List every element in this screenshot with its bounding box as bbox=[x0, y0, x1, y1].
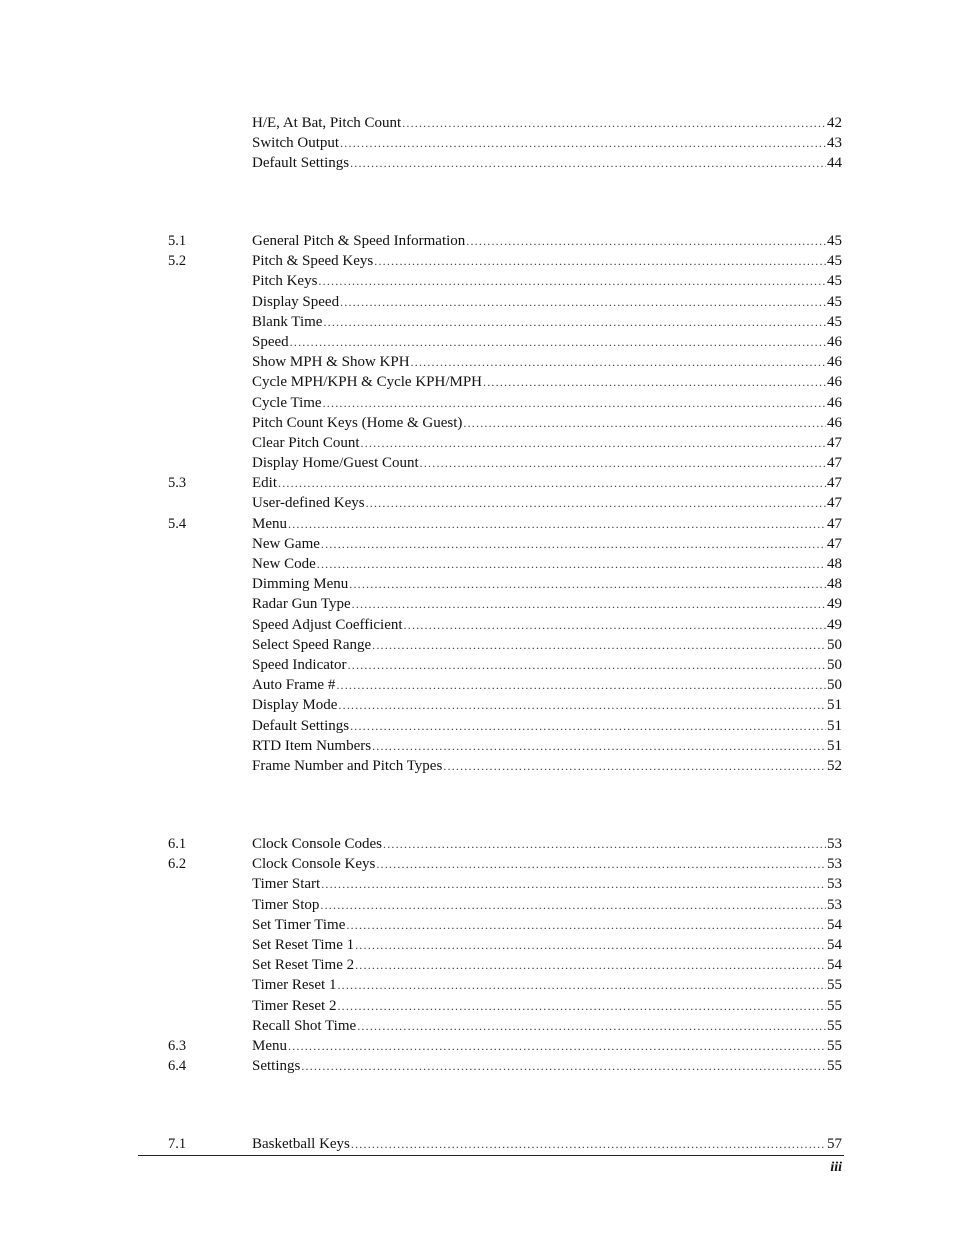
toc-entry-page: 52 bbox=[827, 757, 842, 774]
toc-entry-title: H/E, At Bat, Pitch Count bbox=[252, 115, 402, 131]
toc-dot-leader bbox=[318, 271, 826, 291]
toc-entry-page: 49 bbox=[827, 616, 842, 633]
toc-entry-title: Menu bbox=[252, 1037, 287, 1054]
toc-entry-line bbox=[252, 332, 842, 352]
toc-dot-leader bbox=[337, 996, 826, 1016]
toc-entry-number: 6.4 bbox=[168, 1058, 187, 1075]
toc-entry-line bbox=[252, 594, 842, 614]
toc-dot-leader bbox=[463, 413, 826, 433]
toc-entry-number: 5.2 bbox=[168, 253, 187, 270]
toc-entry-line bbox=[252, 736, 842, 756]
toc-entry-line bbox=[252, 453, 842, 473]
toc-entry-title: Blank Time bbox=[252, 313, 323, 330]
toc-entry-number: 5.1 bbox=[168, 233, 187, 249]
toc-dot-leader bbox=[361, 433, 827, 453]
toc-entry-page: 55 bbox=[827, 977, 842, 994]
toc-entry[interactable] bbox=[0, 1134, 954, 1154]
toc-entry-page: 50 bbox=[827, 636, 842, 653]
toc-entry-title: Settings bbox=[252, 1058, 301, 1075]
toc-dot-leader bbox=[372, 635, 826, 655]
toc-entry-title: Pitch Count Keys (Home & Guest) bbox=[252, 414, 463, 431]
toc-entry-page: 45 bbox=[827, 273, 842, 290]
toc-entry[interactable] bbox=[0, 955, 954, 975]
toc-entry[interactable] bbox=[0, 895, 954, 915]
toc-dot-leader bbox=[321, 874, 826, 894]
toc-entry-title: RTD Item Numbers bbox=[252, 737, 372, 754]
toc-entry[interactable] bbox=[0, 854, 954, 874]
toc-entry[interactable] bbox=[0, 514, 954, 534]
toc-entry-title: Dimming Menu bbox=[252, 576, 349, 593]
toc-section bbox=[0, 231, 954, 776]
toc-entry[interactable] bbox=[0, 675, 954, 695]
toc-entry-title: Set Reset Time 2 bbox=[252, 957, 355, 974]
toc-entry-page: 48 bbox=[827, 576, 842, 593]
toc-entry-title: Pitch Keys bbox=[252, 273, 318, 290]
toc-entry-line bbox=[252, 1036, 842, 1056]
toc-entry[interactable] bbox=[0, 372, 954, 392]
toc-dot-leader bbox=[323, 393, 826, 413]
toc-entry-page: 47 bbox=[827, 455, 842, 472]
toc-entry-page: 46 bbox=[827, 333, 842, 350]
toc-entry-page: 51 bbox=[827, 737, 842, 754]
toc-entry[interactable] bbox=[0, 231, 954, 251]
toc-entry-line bbox=[252, 854, 842, 874]
toc-entry-line bbox=[252, 393, 842, 413]
toc-dot-leader bbox=[466, 231, 826, 251]
toc-entry[interactable] bbox=[0, 433, 954, 453]
toc-entry[interactable] bbox=[0, 716, 954, 736]
toc-section bbox=[0, 1134, 954, 1154]
toc-dot-leader bbox=[350, 716, 826, 736]
toc-entry-page: 43 bbox=[827, 135, 842, 152]
toc-dot-leader bbox=[402, 113, 826, 133]
toc-entry-line bbox=[252, 895, 842, 915]
toc-entry-title: Cycle MPH/KPH & Cycle KPH/MPH bbox=[252, 374, 483, 391]
toc-dot-leader bbox=[351, 1134, 826, 1154]
toc-entry-line bbox=[252, 514, 842, 534]
toc-entry[interactable] bbox=[0, 594, 954, 614]
toc-entry-page: 53 bbox=[827, 896, 842, 913]
toc-entry-page: 45 bbox=[827, 253, 842, 270]
page-number: iii bbox=[830, 1160, 842, 1175]
toc-entry-title: Clear Pitch Count bbox=[252, 434, 360, 451]
toc-entry-title: Clock Console Keys bbox=[252, 856, 376, 873]
toc-entry-title: Radar Gun Type bbox=[252, 596, 351, 613]
toc-entry-line bbox=[252, 312, 842, 332]
toc-dot-leader bbox=[336, 675, 826, 695]
toc-entry-page: 55 bbox=[827, 1017, 842, 1034]
toc-entry-page: 45 bbox=[827, 313, 842, 330]
toc-entry-line bbox=[252, 716, 842, 736]
toc-dot-leader bbox=[338, 695, 826, 715]
toc-entry-page: 54 bbox=[827, 957, 842, 974]
toc-entry-line bbox=[252, 493, 842, 513]
toc-entry-page: 51 bbox=[827, 697, 842, 714]
toc-entry[interactable] bbox=[0, 915, 954, 935]
toc-entry-title: Timer Stop bbox=[252, 896, 320, 913]
toc-entry-title: Switch Output bbox=[252, 135, 340, 152]
toc-entry[interactable] bbox=[0, 874, 954, 894]
toc-entry-page: 47 bbox=[827, 475, 842, 492]
toc-entry-page: 48 bbox=[827, 556, 842, 572]
toc-entry-title: Speed Adjust Coefficient bbox=[252, 616, 403, 633]
toc-entry-line bbox=[252, 113, 842, 133]
toc-dot-leader bbox=[349, 574, 826, 594]
toc-entry-number: 6.1 bbox=[168, 836, 187, 852]
toc-entry-page: 55 bbox=[827, 997, 842, 1014]
toc-entry-page: 46 bbox=[827, 354, 842, 371]
toc-dot-leader bbox=[288, 514, 826, 534]
toc-dot-leader bbox=[288, 1036, 826, 1056]
toc-entry-line bbox=[252, 635, 842, 655]
toc-entry-page: 50 bbox=[827, 677, 842, 694]
toc-entry-title: Display Mode bbox=[252, 697, 338, 714]
toc-entry-title: Edit bbox=[252, 475, 277, 492]
toc-entry[interactable] bbox=[0, 635, 954, 655]
toc-entry-page: 54 bbox=[827, 916, 842, 933]
toc-entry-page: 42 bbox=[827, 115, 842, 131]
toc-dot-leader bbox=[323, 312, 826, 332]
toc-entry[interactable] bbox=[0, 292, 954, 312]
toc-entry[interactable] bbox=[0, 834, 954, 854]
toc-entry-line bbox=[252, 554, 842, 574]
toc-dot-leader bbox=[383, 834, 826, 854]
toc-entry-title: General Pitch & Speed Information bbox=[252, 233, 466, 249]
toc-dot-leader bbox=[420, 453, 826, 473]
toc-entry-title: Display Home/Guest Count bbox=[252, 455, 419, 472]
toc-entry-page: 45 bbox=[827, 293, 842, 310]
toc-entry[interactable] bbox=[0, 1016, 954, 1036]
toc-dot-leader bbox=[340, 133, 826, 153]
toc-dot-leader bbox=[317, 554, 826, 574]
toc-entry-page: 53 bbox=[827, 856, 842, 873]
toc-entry-title: Select Speed Range bbox=[252, 636, 372, 653]
toc-entry[interactable] bbox=[0, 113, 954, 133]
toc-dot-leader bbox=[301, 1056, 826, 1076]
toc-entry[interactable] bbox=[0, 493, 954, 513]
toc-entry[interactable] bbox=[0, 736, 954, 756]
toc-entry-title: Recall Shot Time bbox=[252, 1017, 357, 1034]
toc-entry-line bbox=[252, 473, 842, 493]
toc-entry-title: New Game bbox=[252, 535, 320, 552]
toc-entry[interactable] bbox=[0, 935, 954, 955]
toc-entry-title: Speed Indicator bbox=[252, 656, 347, 673]
toc-entry-line bbox=[252, 756, 842, 776]
toc-entry-number: 5.4 bbox=[168, 515, 187, 532]
toc-entry[interactable] bbox=[0, 996, 954, 1016]
toc-dot-leader bbox=[376, 854, 826, 874]
toc-entry-page: 55 bbox=[827, 1058, 842, 1075]
toc-dot-leader bbox=[320, 895, 826, 915]
toc-entry-line bbox=[252, 1134, 842, 1154]
toc-entry[interactable] bbox=[0, 413, 954, 433]
toc-entry-line bbox=[252, 874, 842, 894]
toc-dot-leader bbox=[443, 756, 826, 776]
toc-entry-line bbox=[252, 574, 842, 594]
toc-entry-line bbox=[252, 996, 842, 1016]
toc-entry[interactable] bbox=[0, 473, 954, 493]
toc-entry-line bbox=[252, 352, 842, 372]
toc-entry-page: 51 bbox=[827, 717, 842, 734]
toc-entry-line bbox=[252, 955, 842, 975]
toc-entry-page: 47 bbox=[827, 434, 842, 451]
toc-entry[interactable] bbox=[0, 655, 954, 675]
toc-entry[interactable] bbox=[0, 251, 954, 271]
toc-entry[interactable] bbox=[0, 332, 954, 352]
toc-entry-page: 46 bbox=[827, 414, 842, 431]
toc-entry[interactable] bbox=[0, 1056, 954, 1076]
toc-entry-line bbox=[252, 655, 842, 675]
toc-entry[interactable] bbox=[0, 271, 954, 291]
toc-entry-line bbox=[252, 615, 842, 635]
toc-dot-leader bbox=[350, 153, 826, 173]
toc-entry[interactable] bbox=[0, 554, 954, 574]
toc-dot-leader bbox=[290, 332, 826, 352]
toc-entry-page: 47 bbox=[827, 515, 842, 532]
toc-entry-page: 46 bbox=[827, 374, 842, 391]
toc-entry-title: Timer Reset 1 bbox=[252, 977, 337, 994]
toc-entry-page: 55 bbox=[827, 1037, 842, 1054]
toc-entry-page: 57 bbox=[827, 1136, 842, 1152]
toc-entry-line bbox=[252, 695, 842, 715]
toc-entry-number: 7.1 bbox=[168, 1136, 187, 1152]
toc-entry-line bbox=[252, 292, 842, 312]
toc-entry[interactable] bbox=[0, 975, 954, 995]
toc-entry-title: Default Settings bbox=[252, 717, 350, 734]
toc-entry-line bbox=[252, 133, 842, 153]
toc-dot-leader bbox=[483, 372, 826, 392]
toc-entry-page: 44 bbox=[827, 155, 842, 172]
toc-entry[interactable] bbox=[0, 153, 954, 173]
toc-entry-page: 54 bbox=[827, 936, 842, 953]
toc-entry[interactable] bbox=[0, 615, 954, 635]
toc-entry-line bbox=[252, 915, 842, 935]
toc-entry-line bbox=[252, 675, 842, 695]
toc-entry-page: 49 bbox=[827, 596, 842, 613]
toc-entry[interactable] bbox=[0, 534, 954, 554]
toc-entry-title: Set Reset Time 1 bbox=[252, 936, 355, 953]
toc-entry-line bbox=[252, 153, 842, 173]
toc-entry-title: Default Settings bbox=[252, 155, 350, 172]
toc-entry-page: 53 bbox=[827, 836, 842, 852]
toc-entry-title: Pitch & Speed Keys bbox=[252, 253, 374, 270]
toc-entry-line bbox=[252, 433, 842, 453]
toc-dot-leader bbox=[346, 915, 826, 935]
footer-rule bbox=[138, 1155, 844, 1156]
toc-entry-line bbox=[252, 251, 842, 271]
toc-entry-title: Basketball Keys bbox=[252, 1136, 350, 1152]
toc-entry-line bbox=[252, 935, 842, 955]
toc-entry[interactable] bbox=[0, 352, 954, 372]
toc-entry[interactable] bbox=[0, 393, 954, 413]
toc-entry-line bbox=[252, 834, 842, 854]
toc-dot-leader bbox=[340, 292, 826, 312]
toc-entry-page: 45 bbox=[827, 233, 842, 249]
toc-entry-title: Menu bbox=[252, 515, 287, 532]
toc-entry[interactable] bbox=[0, 1036, 954, 1056]
toc-dot-leader bbox=[372, 736, 826, 756]
toc-entry[interactable] bbox=[0, 453, 954, 473]
toc-entry-title: Auto Frame # bbox=[252, 677, 336, 694]
toc-dot-leader bbox=[352, 594, 826, 614]
toc-entry-line bbox=[252, 372, 842, 392]
toc-entry-line bbox=[252, 413, 842, 433]
toc-entry-number: 6.2 bbox=[168, 856, 187, 873]
toc-entry[interactable] bbox=[0, 574, 954, 594]
toc-entry[interactable] bbox=[0, 133, 954, 153]
toc-entry-title: Speed bbox=[252, 333, 289, 350]
toc-entry-title: Clock Console Codes bbox=[252, 836, 382, 852]
toc-entry-number: 5.3 bbox=[168, 475, 187, 492]
toc-entry-page: 53 bbox=[827, 876, 842, 893]
toc-dot-leader bbox=[404, 615, 826, 635]
toc-entry-page: 50 bbox=[827, 656, 842, 673]
toc-entry-line bbox=[252, 975, 842, 995]
toc-dot-leader bbox=[348, 655, 826, 675]
toc-entry-line bbox=[252, 231, 842, 251]
toc-entry-title: User-defined Keys bbox=[252, 495, 365, 512]
toc-dot-leader bbox=[374, 251, 826, 271]
toc-entry[interactable] bbox=[0, 312, 954, 332]
toc-section bbox=[0, 113, 954, 174]
toc-entry-title: New Code bbox=[252, 556, 316, 572]
toc-entry-number: 6.3 bbox=[168, 1037, 187, 1054]
toc-entry-title: Cycle Time bbox=[252, 394, 322, 411]
toc-entry-page: 47 bbox=[827, 495, 842, 512]
toc-dot-leader bbox=[337, 975, 826, 995]
toc-entry-title: Show MPH & Show KPH bbox=[252, 354, 410, 371]
toc-dot-leader bbox=[355, 955, 826, 975]
toc-entry[interactable] bbox=[0, 756, 954, 776]
toc-entry-title: Set Timer Time bbox=[252, 916, 346, 933]
toc-entry-page: 46 bbox=[827, 394, 842, 411]
toc-dot-leader bbox=[278, 473, 826, 493]
toc-section bbox=[0, 834, 954, 1076]
toc-entry-title: Timer Reset 2 bbox=[252, 997, 337, 1014]
toc-dot-leader bbox=[411, 352, 826, 372]
toc-dot-leader bbox=[355, 935, 826, 955]
toc-entry-line bbox=[252, 271, 842, 291]
toc-entry-line bbox=[252, 534, 842, 554]
toc-dot-leader bbox=[357, 1016, 826, 1036]
toc-dot-leader bbox=[321, 534, 826, 554]
toc-entry-line bbox=[252, 1016, 842, 1036]
toc-entry-page: 47 bbox=[827, 535, 842, 552]
toc-entry-title: Timer Start bbox=[252, 876, 321, 893]
toc-entry[interactable] bbox=[0, 695, 954, 715]
toc-dot-leader bbox=[366, 493, 826, 513]
toc-entry-title: Frame Number and Pitch Types bbox=[252, 757, 443, 774]
toc-entry-title: Display Speed bbox=[252, 293, 340, 310]
toc-entry-line bbox=[252, 1056, 842, 1076]
